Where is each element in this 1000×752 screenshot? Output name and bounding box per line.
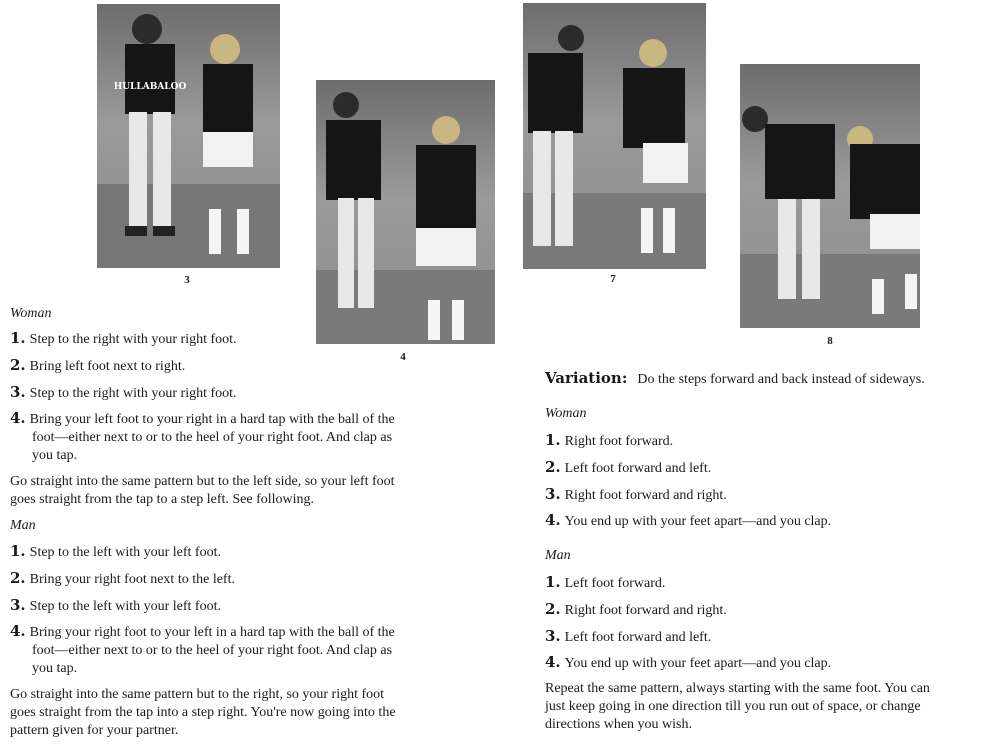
step-item [10, 383, 237, 403]
step-item [545, 458, 711, 478]
photo-figure-3 [97, 4, 280, 268]
dancers-illustration [523, 3, 706, 269]
step-text: You end up with your feet apart—and you clap. [564, 514, 832, 529]
paragraph-line: just keep going in one direction till you run out of space, or change [545, 699, 921, 714]
step-text-line: you tap. [32, 448, 78, 463]
step-number: 1. [10, 542, 26, 560]
step-number: 4. [545, 511, 561, 529]
paragraph-line: goes straight from the tap into a step right. You're now going into the [10, 705, 396, 720]
figure-number: 8 [827, 335, 833, 347]
step-item [10, 569, 235, 589]
variation-line [545, 369, 925, 388]
step-item [545, 485, 727, 505]
step-number: 2. [10, 356, 26, 374]
paragraph-line: directions when you wish. [545, 717, 692, 732]
step-item [10, 596, 221, 616]
figure-number: 4 [400, 351, 406, 363]
figure-number: 3 [184, 274, 190, 286]
step-text: Left foot forward and left. [564, 461, 712, 476]
step-text-line: Bring your right foot to your left in a hard tap with the ball of the [29, 625, 395, 640]
photo-figure-8 [740, 64, 920, 328]
step-text-line: foot—either next to or to the heel of your right foot. And clap as [32, 430, 393, 445]
step-text: Bring left foot next to right. [29, 359, 186, 374]
step-item [545, 511, 831, 531]
step-text: Step to the right with your right foot. [29, 332, 237, 347]
follow-paragraph [10, 686, 480, 740]
dancers-illustration [97, 4, 280, 268]
photo-figure-4 [316, 80, 495, 344]
paragraph-line: pattern given for your partner. [10, 723, 179, 738]
step-text: Right foot forward and right. [564, 488, 727, 503]
step-number: 3. [545, 485, 561, 503]
step-number: 2. [545, 458, 561, 476]
step-number: 3. [10, 596, 26, 614]
step-text: Step to the right with your right foot. [29, 386, 237, 401]
step-text: Right foot forward and right. [564, 603, 727, 618]
step-text: Bring your right foot next to the left. [29, 572, 235, 587]
paragraph-line: Go straight into the same pattern but to the right, so your right foot [10, 687, 385, 702]
step-text: Left foot forward. [564, 576, 666, 591]
step-number: 1. [545, 431, 561, 449]
dancers-illustration [316, 80, 495, 344]
paragraph-line: Repeat the same pattern, always starting with the same foot. You can [545, 681, 930, 696]
step-item [10, 409, 470, 465]
step-text: Step to the left with your left foot. [29, 545, 221, 560]
step-number: 2. [10, 569, 26, 587]
step-item [545, 653, 831, 673]
step-item [10, 356, 185, 376]
step-number: 2. [545, 600, 561, 618]
step-text: You end up with your feet apart—and you clap. [564, 656, 832, 671]
step-text: Right foot forward. [564, 434, 674, 449]
step-number: 3. [10, 383, 26, 401]
step-number: 1. [545, 573, 561, 591]
section-heading-man: Man [545, 548, 571, 563]
step-item [545, 600, 727, 620]
step-number: 4. [545, 653, 561, 671]
step-item [10, 329, 237, 349]
step-number: 4. [10, 409, 26, 427]
closing-paragraph [545, 680, 995, 734]
step-item [545, 431, 673, 451]
step-item [10, 542, 221, 562]
step-text: Left foot forward and left. [564, 630, 712, 645]
step-text-line: Bring your left foot to your right in a hard tap with the ball of the [29, 412, 395, 427]
step-number: 3. [545, 627, 561, 645]
paragraph-line: goes straight from the tap to a step left. See following. [10, 492, 315, 507]
section-heading-man: Man [10, 518, 36, 533]
variation-label: Variation: [545, 369, 628, 387]
step-item [545, 627, 711, 647]
section-heading-woman: Woman [10, 306, 52, 321]
photo-figure-7 [523, 3, 706, 269]
step-text-line: you tap. [32, 661, 78, 676]
step-number: 1. [10, 329, 26, 347]
section-heading-woman: Woman [545, 406, 587, 421]
variation-text: Do the steps forward and back instead of sideways. [637, 372, 925, 387]
step-item [10, 622, 470, 678]
follow-paragraph [10, 473, 480, 509]
step-text: Step to the left with your left foot. [29, 599, 221, 614]
step-text-line: foot—either next to or to the heel of your right foot. And clap as [32, 643, 393, 658]
sweater-text: HULLABALOO [113, 82, 187, 92]
paragraph-line: Go straight into the same pattern but to the left side, so your left foot [10, 474, 395, 489]
step-number: 4. [10, 622, 26, 640]
step-item [545, 573, 665, 593]
figure-number: 7 [610, 273, 616, 285]
dancers-illustration [740, 64, 920, 328]
